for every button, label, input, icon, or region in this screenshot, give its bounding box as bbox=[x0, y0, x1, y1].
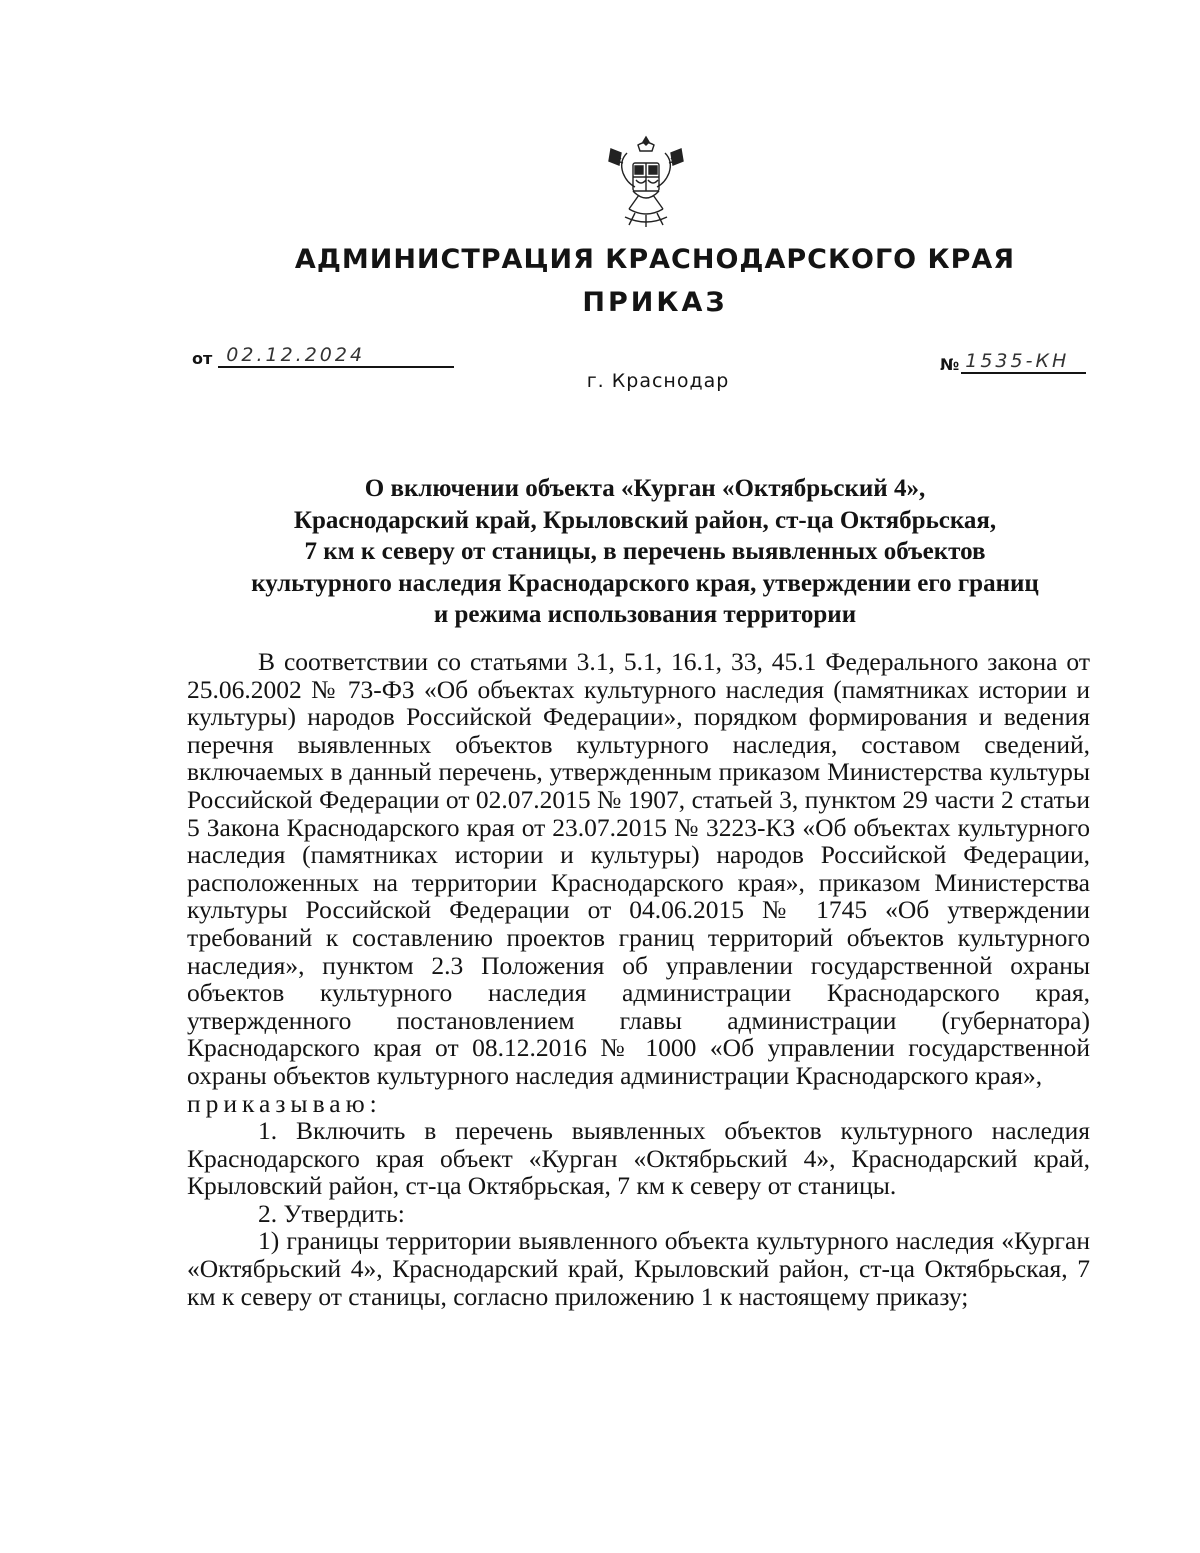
preamble-paragraph: В соответствии со статьями 3.1, 5.1, 16.1, 33, 45.1 Федерального закона от 25.06.2002 № 73-ФЗ «Об объектах культурного наследия (памятниках истории и культуры) народов Российской Федерации», порядком формирования и ведения перечня выявленных объектов культурного наследия, составом сведений, включаемых в данный перечень, утвержденным приказом Министерства культуры Российской Федерации от 02.07.2015 № 1907, статьей 3, пунктом 29 части 2 статьи 5 Закона Краснодарского края от 23.07.2015 № 3223-КЗ «Об объектах культурного наследия (памятниках истории и культуры) народов Российской Федерации, расположенных на территории Краснодарского края», приказом Министерства культуры Российской Федерации от 04.06.2015 № 1745 «Об утверждении требований к составлению проектов границ территорий объектов культурного наследия», пунктом 2.3 Положения об управлении государственной охраны объектов культурного наследия администрации Краснодарского края, утвержденного постановлением главы администрации (губернатора) Краснодарского края от 08.12.2016 № 1000 «Об управлении государственной охраны объектов культурного наследия администрации Краснодарского края», bbox=[187, 647, 1090, 1090]
document-body bbox=[187, 648, 1090, 1310]
document-type: ПРИКАЗ bbox=[582, 287, 728, 318]
organization-title: АДМИНИСТРАЦИЯ КРАСНОДАРСКОГО КРАЯ bbox=[294, 244, 1016, 275]
document-subject bbox=[180, 473, 1110, 631]
number-prefix: № bbox=[940, 355, 960, 374]
item-2-1-paragraph: 1) границы территории выявленного объекта культурного наследия «Курган «Октябрьский 4», Краснодарский край, Крыловский район, ст-ца Октябрьская, 7 км к северу от станицы, согласно приложению 1 к настоящему приказу; bbox=[187, 1226, 1090, 1311]
date-handwritten: 02.12.2024 bbox=[226, 344, 366, 366]
date-prefix: от bbox=[192, 349, 213, 368]
date-field bbox=[192, 344, 454, 368]
subject-line: культурного наследия Краснодарского края, утверждении его границ bbox=[251, 569, 1039, 597]
coat-of-arms-icon bbox=[605, 133, 687, 229]
order-word: приказываю: bbox=[187, 1088, 382, 1118]
item-2-paragraph: 2. Утвердить: bbox=[258, 1198, 405, 1228]
subject-line: 7 км к северу от станицы, в перечень выявленных объектов bbox=[304, 538, 986, 565]
item-1-paragraph: 1. Включить в перечень выявленных объектов культурного наследия Краснодарского края объект «Курган «Октябрьский 4», Краснодарский край, Крыловский район, ст-ца Октябрьская, 7 км к северу от станицы. bbox=[187, 1116, 1090, 1201]
subject-line: Краснодарский край, Крыловский район, ст-ца Октябрьская, bbox=[293, 506, 997, 534]
date-blank bbox=[218, 344, 454, 368]
subject-line: О включении объекта «Курган «Октябрьский 4», bbox=[364, 475, 926, 502]
subject-line: и режима использования территории bbox=[433, 601, 857, 628]
number-handwritten: 1535-КН bbox=[965, 350, 1070, 372]
city-line: г. Краснодар bbox=[586, 370, 730, 392]
